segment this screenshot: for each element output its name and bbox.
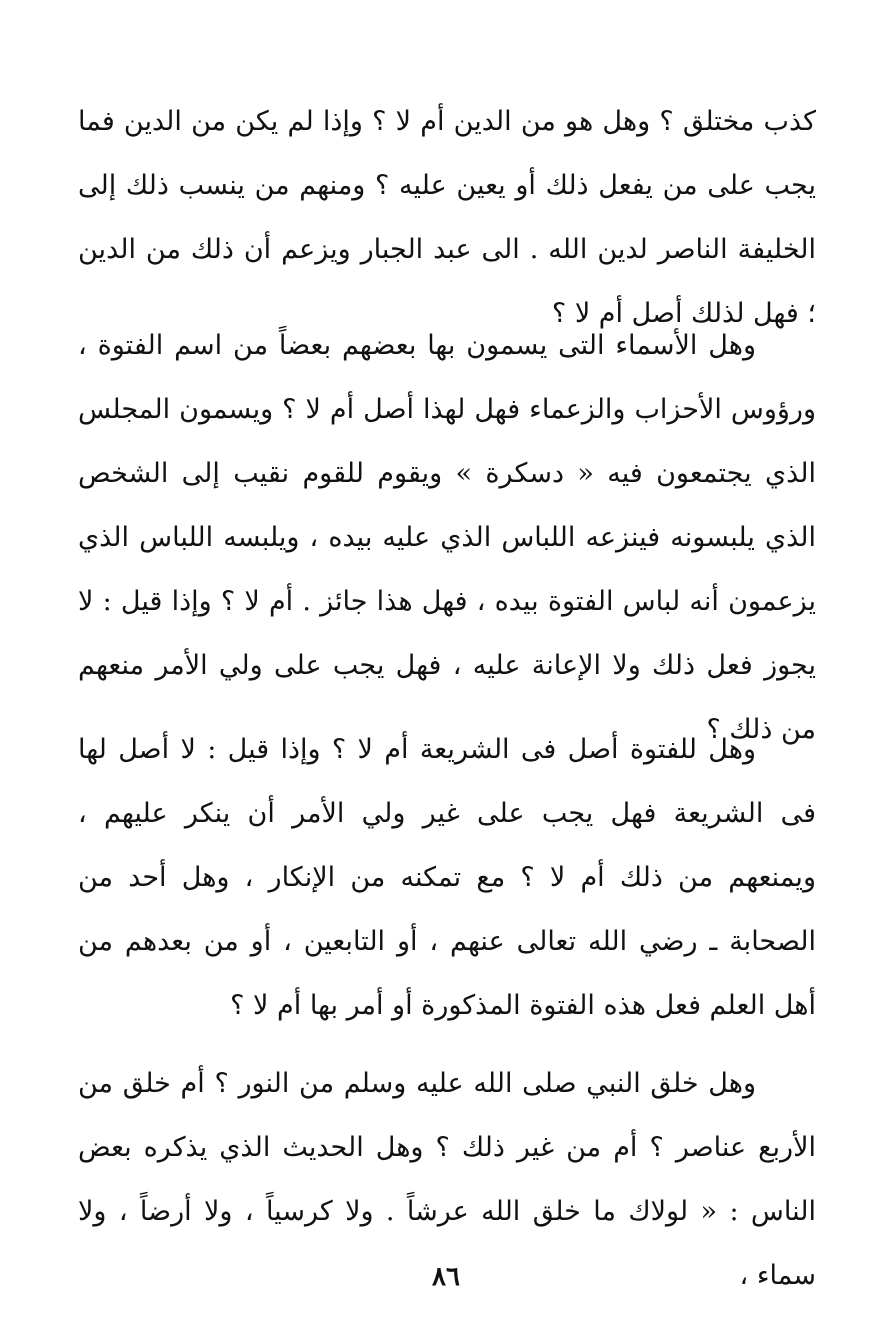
paragraph-1: كذب مختلق ؟ وهل هو من الدين أم لا ؟ وإذا لم يكن من الدين فما يجب على من يفعل ذلك أو يعين عليه ؟ ومنهم من ينسب ذلك إلى الخليفة الناصر لدين الله . الى عبد الجبار ويزعم أن ذلك من الدين ؛ فهل لذلك أصل أم لا ؟	[78, 106, 816, 329]
page-number: ٨٦	[432, 1262, 460, 1292]
paragraph-3: وهل للفتوة أصل فى الشريعة أم لا ؟ وإذا قيل : لا أصل لها فى الشريعة فهل يجب على غير ولي الأمر أن ينكر عليهم ، ويمنعهم من ذلك أم لا ؟ مع تمكنه من الإنكار ، وهل أحد من الصحابة ـ رضي الله تعالى عنهم ، أو التابعين ، أو من بعدهم من أهل العلم فعل هذه الفتوة المذكورة أو أمر بها أم لا ؟	[78, 734, 816, 1021]
paragraph-2: وهل الأسماء التى يسمون بها بعضهم بعضاً من اسم الفتوة ، ورؤوس الأحزاب والزعماء فهل لهذا أصل أم لا ؟ ويسمون المجلس الذي يجتمعون فيه « دسكرة » ويقوم للقوم نقيب إلى الشخص الذي يلبسونه فينزعه اللباس الذي عليه بيده ، ويلبسه اللباس الذي يزعمون أنه لباس الفتوة بيده ، فهل هذا جائز . أم لا ؟ وإذا قيل : لا يجوز فعل ذلك ولا الإعانة عليه ، فهل يجب على ولي الأمر منعهم من ذلك ؟	[78, 330, 816, 745]
paragraph-4: وهل خلق النبي صلى الله عليه وسلم من النور ؟ أم خلق من الأربع عناصر ؟ أم من غير ذلك ؟ وهل الحديث الذي يذكره بعض الناس : « لولاك ما خلق الله عرشاً . ولا كرسياً ، ولا أرضاً ، ولا سماء ،	[78, 1068, 816, 1291]
